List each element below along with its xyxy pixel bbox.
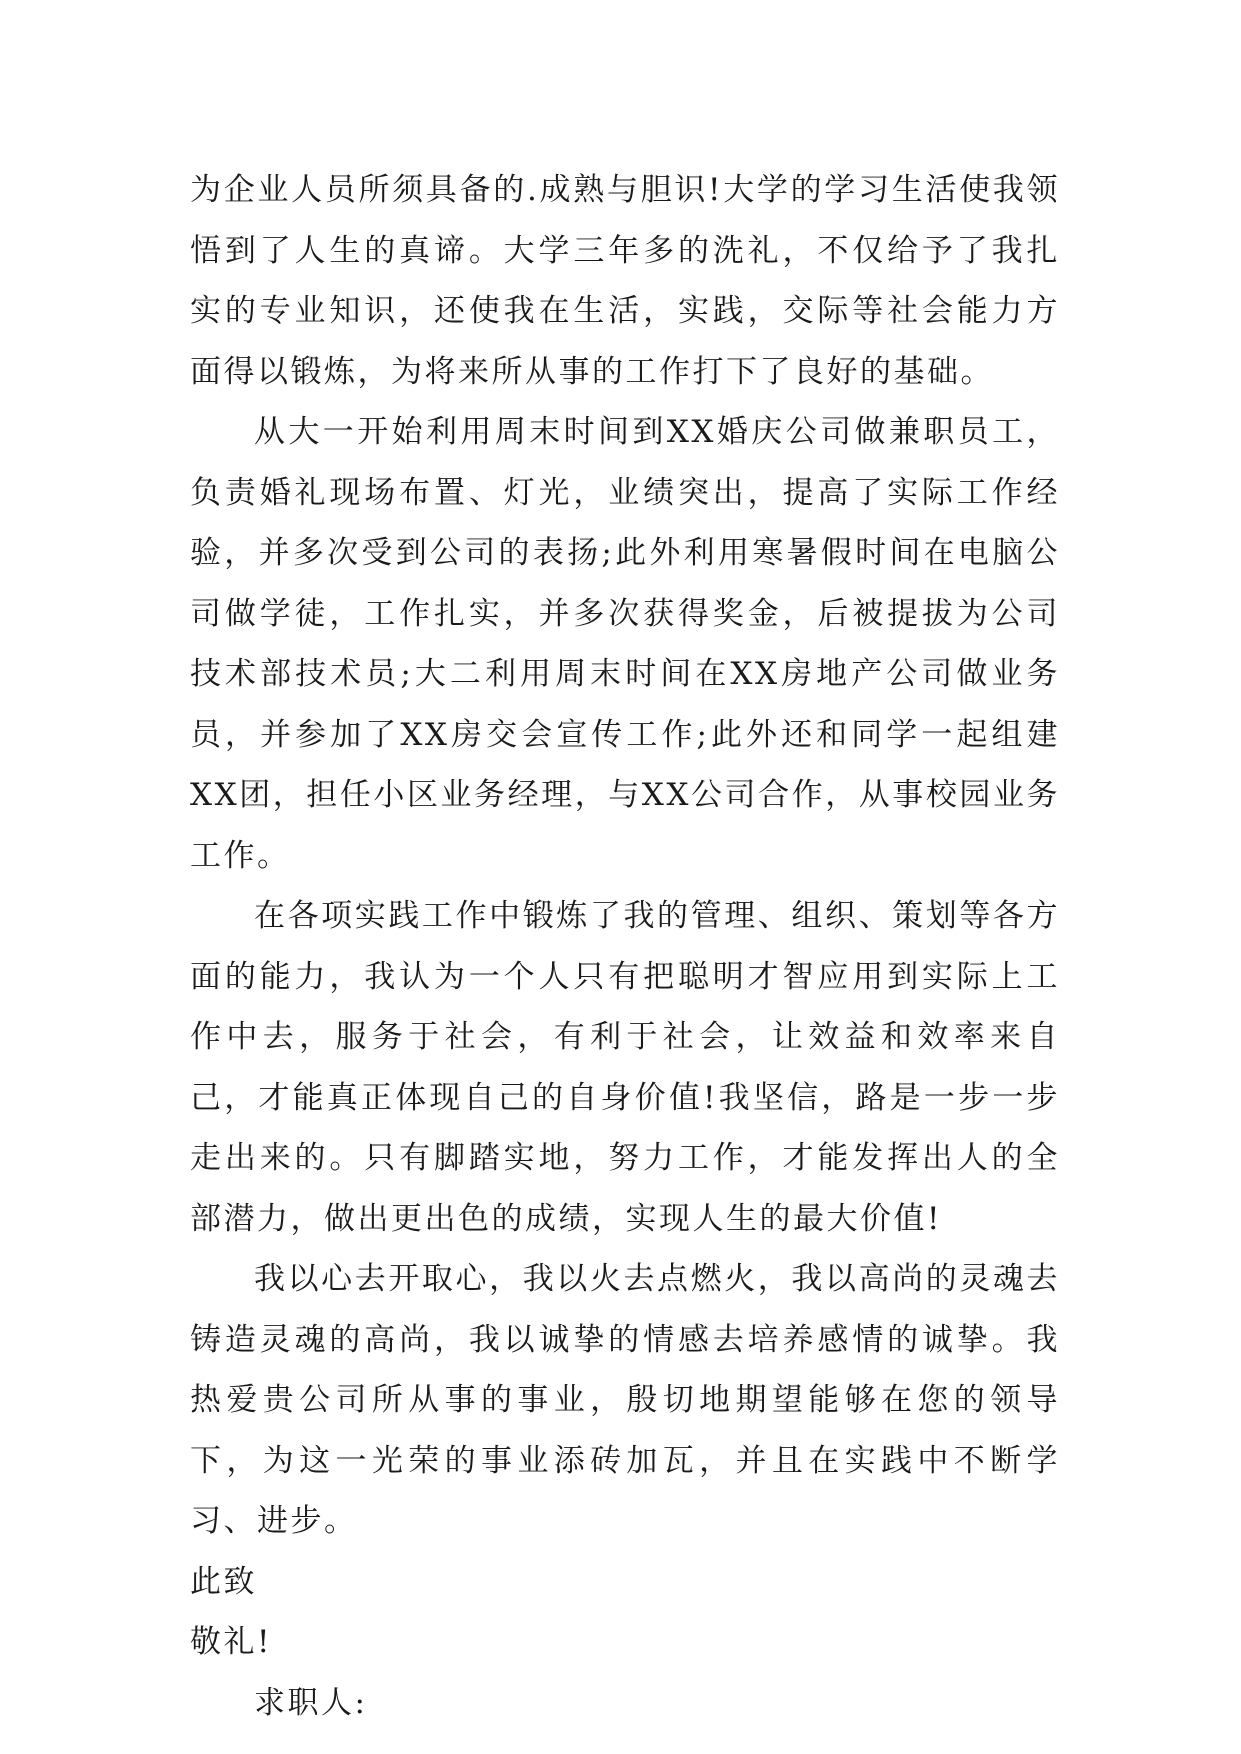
- closing-salutation-2: 敬礼!: [190, 1624, 272, 1660]
- signature-label: 求职人:: [254, 1684, 368, 1721]
- paragraph-1: 为企业人员所须具备的.成熟与胆识!大学的学习生活使我领悟到了人生的真谛。大学三年多的洗礼，不仅给予了我扎实的专业知识，还使我在生活，实践，交际等社会能力方面得以锻炼，为将来所从事的工作打下了良好的基础。: [190, 172, 1060, 390]
- paragraph-2: 从大一开始利用周末时间到XX婚庆公司做兼职员工，负责婚礼现场布置、灯光，业绩突出，提高了实际工作经验，并多次受到公司的表扬;此外利用寒暑假时间在电脑公司做学徒，工作扎实，并多次获得奖金，后被提拔为公司技术部技术员;大二利用周末时间在XX房地产公司做业务员，并参加了XX房交会宣传工作;此外还和同学一起组建XX团，担任小区业务经理，与XX公司合作，从事校园业务工作。: [190, 414, 1060, 874]
- letter-body: [190, 160, 1060, 1733]
- paragraph-4: 我以心去开取心，我以火去点燃火，我以高尚的灵魂去铸造灵魂的高尚，我以诚挚的情感去培养感情的诚挚。我热爱贵公司所从事的事业，殷切地期望能够在您的领导下，为这一光荣的事业添砖加瓦，并且在实践中不断学习、进步。: [190, 1261, 1060, 1539]
- closing-salutation-1: 此致: [190, 1563, 257, 1600]
- paragraph-3: 在各项实践工作中锻炼了我的管理、组织、策划等各方面的能力，我认为一个人只有把聪明才智应用到实际上工作中去，服务于社会，有利于社会，让效益和效率来自己，才能真正体现自己的自身价值!我坚信，路是一步一步走出来的。只有脚踏实地，努力工作，才能发挥出人的全部潜力，做出更出色的成绩，实现人生的最大价值!: [190, 898, 1060, 1237]
